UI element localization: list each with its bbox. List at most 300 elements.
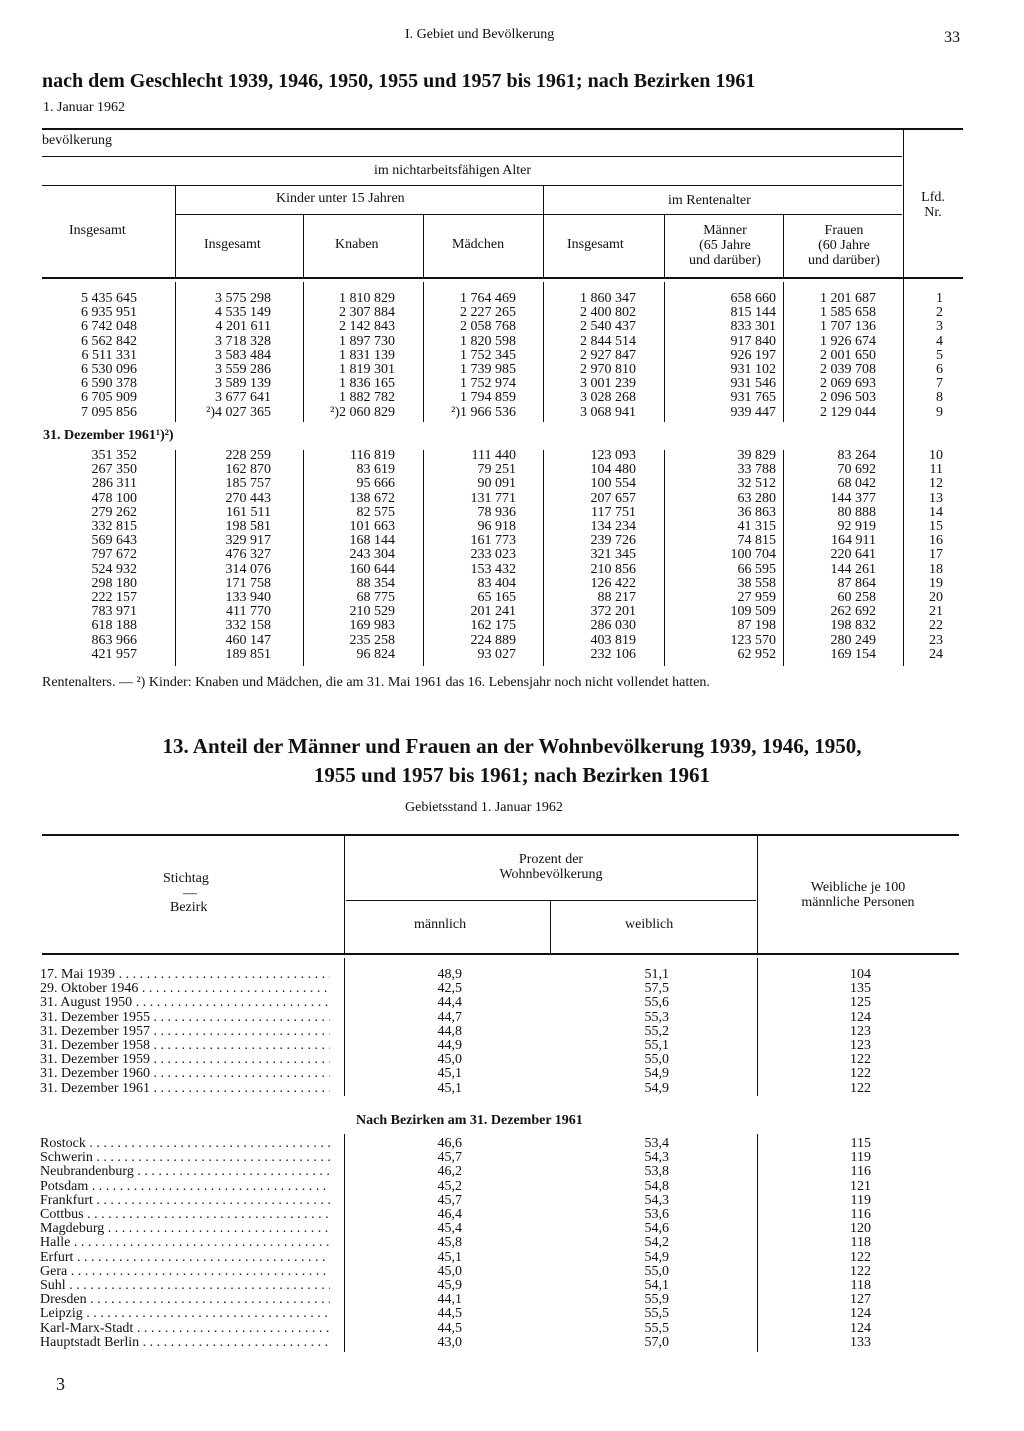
row-label [40, 1265, 330, 1279]
cell-nr: 1 [936, 291, 943, 306]
cell-female: 55,1 [644, 1038, 669, 1053]
cell-pension-total: 134 234 [590, 519, 636, 534]
cell-girls: 1 820 598 [460, 333, 516, 349]
cell-nr: 11 [929, 462, 943, 478]
cell-boys: 160 644 [349, 561, 395, 577]
cell-pension-total: 210 856 [590, 561, 636, 577]
cell-total: 6 511 331 [81, 347, 137, 363]
cell-male: 44,8 [437, 1023, 462, 1039]
cell-girls: 90 091 [477, 476, 516, 492]
table2-title-line2: 1955 und 1957 bis 1961; nach Bezirken 1961 [313, 763, 711, 787]
cell-children-total: 3 677 641 [215, 390, 271, 406]
cell-men: 33 788 [737, 462, 776, 478]
cell-nr: 18 [929, 561, 943, 577]
cell-children-total: 270 443 [225, 490, 271, 506]
table2-section-label: Nach Bezirken am 31. Dezember 1961 [356, 1113, 583, 1128]
row-label [40, 1222, 330, 1236]
table2-rule-head-bottom [42, 953, 959, 955]
cell-ratio: 115 [850, 1136, 871, 1151]
cell-total: 797 672 [91, 547, 137, 563]
col-nr: Lfd. Nr. [921, 190, 945, 220]
leader-dots [93, 1151, 330, 1165]
cell-total: 478 100 [91, 490, 137, 506]
row-label-text: 31. Dezember 1959 [40, 1053, 151, 1068]
cell-pension-total: 239 726 [590, 533, 636, 549]
cell-pension-total: 123 093 [590, 448, 636, 463]
cell-women: 87 864 [837, 575, 876, 591]
cell-female: 54,2 [644, 1235, 669, 1251]
cell-children-total: 228 259 [225, 448, 271, 463]
cell-female: 54,6 [644, 1221, 669, 1237]
cell-nr: 5 [936, 347, 943, 363]
cell-female: 54,9 [644, 1249, 669, 1265]
cell-total: 6 530 096 [81, 362, 137, 377]
row-label [40, 996, 330, 1010]
cell-total: 7 095 856 [81, 404, 137, 420]
leader-dots [132, 996, 330, 1010]
col-dash: — [183, 886, 197, 901]
cell-children-total: 3 575 298 [215, 291, 271, 306]
cell-girls: 78 936 [477, 504, 516, 520]
col-girls: Mädchen [452, 237, 505, 252]
cell-boys: 88 354 [356, 575, 395, 591]
cell-total: 222 157 [91, 590, 137, 605]
cell-boys: ²)2 060 829 [330, 404, 395, 420]
table1-rule-2 [42, 156, 902, 157]
leader-dots [150, 1025, 330, 1039]
leader-dots [70, 1236, 330, 1250]
row-label-text: Schwerin [40, 1151, 93, 1166]
cell-girls: 65 165 [477, 590, 516, 605]
cell-pension-total: 88 217 [597, 590, 636, 605]
cell-nr: 9 [936, 404, 943, 420]
cell-men: 36 863 [737, 504, 776, 520]
cell-male: 45,0 [437, 1263, 462, 1279]
row-label [40, 1251, 330, 1265]
row-label-text: 31. Dezember 1960 [40, 1067, 151, 1082]
cell-boys: 243 304 [349, 547, 395, 563]
row-label [40, 1067, 330, 1081]
cell-male: 45,1 [437, 1080, 462, 1096]
cell-boys: 101 663 [349, 519, 395, 534]
cell-pension-total: 1 860 347 [580, 291, 636, 306]
leader-dots [87, 1293, 330, 1307]
row-label-text: 31. Dezember 1958 [40, 1039, 151, 1053]
cell-male: 44,5 [437, 1306, 462, 1322]
cell-nr: 12 [929, 476, 943, 492]
row-label-text: Magdeburg [40, 1222, 105, 1237]
cell-nr: 19 [929, 575, 943, 591]
cell-women: 60 258 [837, 590, 876, 605]
cell-total: 267 350 [91, 462, 137, 478]
cell-ratio: 123 [850, 1023, 871, 1039]
t1-vline [175, 186, 176, 278]
cell-female: 53,4 [644, 1136, 669, 1151]
cell-children-total: 161 511 [226, 504, 271, 520]
cell-pension-total: 286 030 [590, 618, 636, 634]
cell-girls: 201 241 [470, 604, 516, 620]
leader-dots [93, 1194, 330, 1208]
col-pension-total: Insgesamt [567, 237, 624, 252]
cell-female: 54,1 [644, 1278, 669, 1293]
cell-girls: 1 794 859 [460, 390, 516, 406]
cell-girls: 224 889 [470, 632, 516, 648]
leader-dots [138, 982, 330, 996]
cell-boys: 1 897 730 [339, 333, 395, 349]
cell-nr: 2 [936, 305, 943, 321]
cell-pension-total: 2 400 802 [580, 305, 636, 321]
cell-female: 57,0 [644, 1334, 669, 1350]
cell-total: 298 180 [91, 575, 137, 591]
cell-male: 45,4 [437, 1221, 462, 1237]
cell-men: 41 315 [737, 519, 776, 534]
row-label [40, 968, 330, 982]
cell-total: 421 957 [91, 646, 137, 662]
t1-vline [783, 215, 784, 278]
row-label [40, 1236, 330, 1250]
cell-boys: 83 619 [356, 462, 395, 478]
cell-nr: 13 [929, 490, 943, 506]
cell-children-total: 411 770 [226, 604, 271, 620]
cell-children-total: 3 583 484 [215, 347, 271, 363]
cell-ratio: 122 [850, 1052, 871, 1068]
row-label-text: Halle [40, 1236, 71, 1251]
cell-female: 54,3 [644, 1192, 669, 1208]
row-label-text: Rostock [40, 1137, 86, 1151]
leader-dots [73, 1251, 330, 1265]
cell-nr: 6 [936, 362, 943, 377]
leader-dots [86, 1137, 330, 1151]
row-label-text: Leipzig [40, 1307, 83, 1322]
col-ratio: Weibliche je 100 männliche Personen [801, 880, 915, 910]
cell-male: 45,7 [437, 1192, 462, 1208]
cell-nr: 21 [929, 604, 943, 620]
table1-subtitle: 1. Januar 1962 [43, 100, 126, 115]
table1-header-pension: im Rentenalter [668, 193, 751, 208]
cell-women: 262 692 [830, 604, 876, 620]
cell-men: 931 765 [730, 390, 776, 406]
cell-total: 279 262 [91, 504, 137, 520]
row-label [40, 1053, 330, 1067]
cell-boys: 1 810 829 [339, 291, 395, 306]
cell-nr: 4 [936, 333, 943, 349]
row-label-text: Karl-Marx-Stadt [40, 1321, 134, 1336]
cell-men: 833 301 [730, 319, 776, 335]
cell-girls: 2 227 265 [460, 305, 516, 321]
leader-dots [133, 1322, 330, 1336]
cell-boys: 96 824 [356, 646, 395, 662]
cell-boys: 1 831 139 [339, 347, 395, 363]
cell-total: 6 590 378 [81, 376, 137, 392]
cell-boys: 1 882 782 [339, 390, 395, 406]
cell-total: 6 562 842 [81, 333, 137, 349]
cell-female: 55,2 [644, 1023, 669, 1039]
cell-nr: 16 [929, 533, 943, 549]
cell-children-total: 3 718 328 [215, 333, 271, 349]
cell-male: 44,5 [437, 1320, 462, 1336]
leader-dots [150, 1082, 330, 1096]
cell-girls: 1 752 345 [460, 347, 516, 363]
cell-female: 55,9 [644, 1292, 669, 1308]
cell-total: 6 705 909 [81, 390, 137, 406]
cell-total: 5 435 645 [81, 291, 137, 306]
cell-nr: 24 [929, 646, 943, 662]
cell-girls: 153 432 [470, 561, 516, 577]
cell-men: 32 512 [737, 476, 776, 492]
cell-women: 70 692 [837, 462, 876, 478]
cell-ratio: 125 [850, 995, 871, 1011]
t1-vline [543, 186, 544, 278]
row-label [40, 1011, 330, 1025]
cell-female: 54,3 [644, 1150, 669, 1166]
col-total: Insgesamt [69, 223, 126, 238]
row-label [40, 1025, 330, 1039]
cell-women: 169 154 [830, 646, 876, 662]
row-label-text: Suhl [40, 1279, 66, 1293]
cell-pension-total: 3 068 941 [580, 404, 636, 420]
cell-male: 44,4 [437, 995, 462, 1011]
cell-boys: 68 775 [356, 590, 395, 605]
cell-nr: 17 [929, 547, 943, 563]
cell-men: 939 447 [730, 404, 776, 420]
cell-men: 39 829 [737, 448, 776, 463]
cell-female: 53,6 [644, 1207, 669, 1222]
cell-women: 1 585 658 [820, 305, 876, 321]
cell-total: 6 935 951 [81, 305, 137, 321]
cell-pension-total: 2 927 847 [580, 347, 636, 363]
cell-children-total: 4 201 611 [215, 319, 271, 335]
cell-boys: 138 672 [349, 490, 395, 506]
row-label-text: Potsdam [40, 1179, 89, 1194]
t1-vline [303, 215, 304, 278]
cell-women: 80 888 [837, 504, 876, 520]
cell-ratio: 119 [850, 1192, 871, 1208]
row-label [40, 1336, 330, 1350]
row-label [40, 1165, 330, 1179]
row-label [40, 1082, 330, 1096]
cell-men: 123 570 [730, 632, 776, 648]
cell-pension-total: 207 657 [590, 490, 636, 506]
t2-vline [757, 958, 758, 1096]
col-male: männlich [414, 917, 467, 932]
cell-female: 55,0 [644, 1263, 669, 1279]
cell-male: 45,8 [437, 1235, 462, 1251]
cell-female: 54,9 [644, 1066, 669, 1082]
cell-girls: 1 739 985 [460, 362, 516, 377]
t2-vline [550, 901, 551, 954]
cell-female: 54,9 [644, 1080, 669, 1096]
cell-children-total: 314 076 [225, 561, 271, 577]
cell-men: 38 558 [737, 575, 776, 591]
table1-rule-4 [176, 214, 902, 215]
cell-girls: ²)1 966 536 [451, 404, 516, 420]
cell-male: 45,7 [437, 1150, 462, 1166]
cell-female: 53,8 [644, 1164, 669, 1180]
leader-dots [84, 1208, 330, 1222]
cell-boys: 82 575 [356, 504, 395, 520]
col-stichtag: Stichtag [163, 871, 209, 886]
cell-girls: 162 175 [470, 618, 516, 634]
cell-male: 46,6 [437, 1136, 462, 1151]
cell-pension-total: 3 028 268 [580, 390, 636, 406]
row-label [40, 1151, 330, 1165]
cell-girls: 83 404 [477, 575, 516, 591]
cell-children-total: 332 158 [225, 618, 271, 634]
cell-men: 926 197 [730, 347, 776, 363]
row-label-text: Gera [40, 1264, 68, 1279]
col-men: Männer (65 Jahre und darüber) [689, 223, 761, 268]
row-label-text: Erfurt [40, 1250, 74, 1265]
table1-section-label: 31. Dezember 1961¹)²) [43, 428, 174, 443]
row-label [40, 1322, 330, 1336]
cell-boys: 235 258 [349, 632, 395, 648]
cell-boys: 169 983 [349, 618, 395, 634]
cell-male: 48,9 [437, 967, 462, 982]
cell-nr: 3 [936, 319, 943, 335]
cell-men: 63 280 [737, 490, 776, 506]
cell-total: 569 643 [91, 533, 137, 549]
cell-pension-total: 2 540 437 [580, 319, 636, 335]
row-label-text: 31. August 1950 [40, 996, 133, 1011]
t1-vline [423, 215, 424, 278]
footer-page-marker: 3 [56, 1374, 65, 1394]
cell-girls: 1 752 974 [460, 376, 516, 392]
table1-rule-3 [42, 185, 902, 186]
cell-male: 46,4 [437, 1207, 462, 1222]
cell-ratio: 104 [850, 967, 871, 982]
cell-total: 863 966 [91, 632, 137, 648]
cell-men: 62 952 [737, 646, 776, 662]
cell-men: 66 595 [737, 561, 776, 577]
col-children-total: Insgesamt [204, 237, 261, 252]
cell-women: 2 069 693 [820, 376, 876, 392]
cell-ratio: 123 [850, 1038, 871, 1053]
cell-nr: 10 [929, 448, 943, 463]
row-label [40, 982, 330, 996]
cell-ratio: 124 [850, 1306, 871, 1322]
row-label [40, 1137, 330, 1151]
cell-women: 280 249 [830, 632, 876, 648]
page-number: 33 [944, 29, 960, 46]
t2-vline [344, 1134, 345, 1352]
cell-male: 44,7 [437, 1009, 462, 1025]
cell-girls: 79 251 [477, 462, 516, 478]
table1-footnote: Rentenalters. — ²) Kinder: Knaben und Mädchen, die am 31. Mai 1961 das 16. Lebensjahr noch nicht vollendet hatten. [42, 675, 710, 690]
cell-pension-total: 100 554 [590, 476, 636, 492]
cell-total: 351 352 [91, 448, 137, 463]
cell-women: 83 264 [837, 448, 876, 463]
cell-children-total: 198 581 [225, 519, 271, 534]
cell-male: 45,2 [437, 1178, 462, 1194]
cell-ratio: 118 [850, 1235, 871, 1251]
cell-ratio: 124 [850, 1320, 871, 1336]
cell-women: 164 911 [831, 533, 876, 549]
t2-vline [344, 836, 345, 954]
t1-vline [664, 215, 665, 278]
cell-pension-total: 2 844 514 [580, 333, 636, 349]
cell-ratio: 121 [850, 1178, 871, 1194]
cell-men: 917 840 [730, 333, 776, 349]
cell-nr: 23 [929, 632, 943, 648]
row-label [40, 1180, 330, 1194]
cell-men: 815 144 [730, 305, 776, 321]
cell-total: 618 188 [91, 618, 137, 634]
cell-ratio: 116 [850, 1207, 871, 1222]
cell-men: 931 546 [730, 376, 776, 392]
table2-subtitle: Gebietsstand 1. Januar 1962 [405, 800, 563, 815]
table2-title-line1: 13. Anteil der Männer und Frauen an der Wohnbevölkerung 1939, 1946, 1950, [162, 734, 862, 758]
row-label [40, 1307, 330, 1321]
row-label-text: Dresden [40, 1293, 87, 1308]
cell-men: 74 815 [737, 533, 776, 549]
leader-dots [150, 1011, 330, 1025]
col-boys: Knaben [335, 237, 379, 252]
cell-boys: 116 819 [350, 448, 395, 463]
table2-rule-sub [346, 900, 756, 901]
cell-ratio: 122 [850, 1249, 871, 1265]
cell-nr: 7 [936, 376, 943, 392]
table1-title: nach dem Geschlecht 1939, 1946, 1950, 1955 und 1957 bis 1961; nach Bezirken 1961 [42, 70, 756, 92]
leader-dots [67, 1265, 330, 1279]
leader-dots [88, 1180, 330, 1194]
cell-female: 54,8 [644, 1178, 669, 1194]
leader-dots [115, 968, 330, 982]
row-label-text: Frankfurt [40, 1193, 93, 1208]
cell-children-total: 329 917 [225, 533, 271, 549]
row-label-text: 31. Dezember 1961 [40, 1081, 151, 1096]
cell-ratio: 118 [850, 1278, 871, 1293]
table1-header-group: im nichtarbeitsfähigen Alter [374, 163, 532, 178]
cell-male: 42,5 [437, 981, 462, 997]
cell-girls: 131 771 [470, 490, 516, 506]
row-label-text: 31. Dezember 1957 [40, 1024, 151, 1039]
cell-boys: 95 666 [356, 476, 395, 492]
cell-ratio: 127 [850, 1292, 871, 1308]
row-label [40, 1293, 330, 1307]
cell-pension-total: 372 201 [590, 604, 636, 620]
cell-boys: 1 819 301 [339, 362, 395, 377]
t2-vline [757, 1134, 758, 1352]
leader-dots [139, 1336, 330, 1350]
cell-women: 2 039 708 [820, 362, 876, 377]
cell-men: 658 660 [730, 291, 776, 306]
cell-male: 44,1 [437, 1292, 462, 1308]
cell-female: 57,5 [644, 981, 669, 997]
cell-ratio: 122 [850, 1080, 871, 1096]
cell-women: 198 832 [830, 618, 876, 634]
cell-women: 144 377 [830, 490, 876, 506]
t2-vline [344, 958, 345, 1096]
cell-women: 144 261 [830, 561, 876, 577]
cell-boys: 2 142 843 [339, 319, 395, 335]
cell-ratio: 120 [850, 1221, 871, 1237]
table1-rule-top [42, 128, 963, 130]
cell-children-total: ²)4 027 365 [206, 404, 271, 420]
cell-total: 332 815 [91, 519, 137, 534]
cell-children-total: 171 758 [225, 575, 271, 591]
cell-children-total: 133 940 [225, 590, 271, 605]
cell-pension-total: 3 001 239 [580, 376, 636, 392]
cell-female: 55,0 [644, 1052, 669, 1068]
row-label-text: Hauptstadt Berlin [40, 1335, 140, 1350]
cell-female: 51,1 [644, 967, 669, 982]
cell-ratio: 116 [850, 1164, 871, 1180]
leader-dots [66, 1279, 330, 1293]
row-label-text: Cottbus [40, 1208, 84, 1222]
cell-girls: 93 027 [477, 646, 516, 662]
t2-vline [757, 836, 758, 954]
cell-total: 524 932 [91, 561, 137, 577]
